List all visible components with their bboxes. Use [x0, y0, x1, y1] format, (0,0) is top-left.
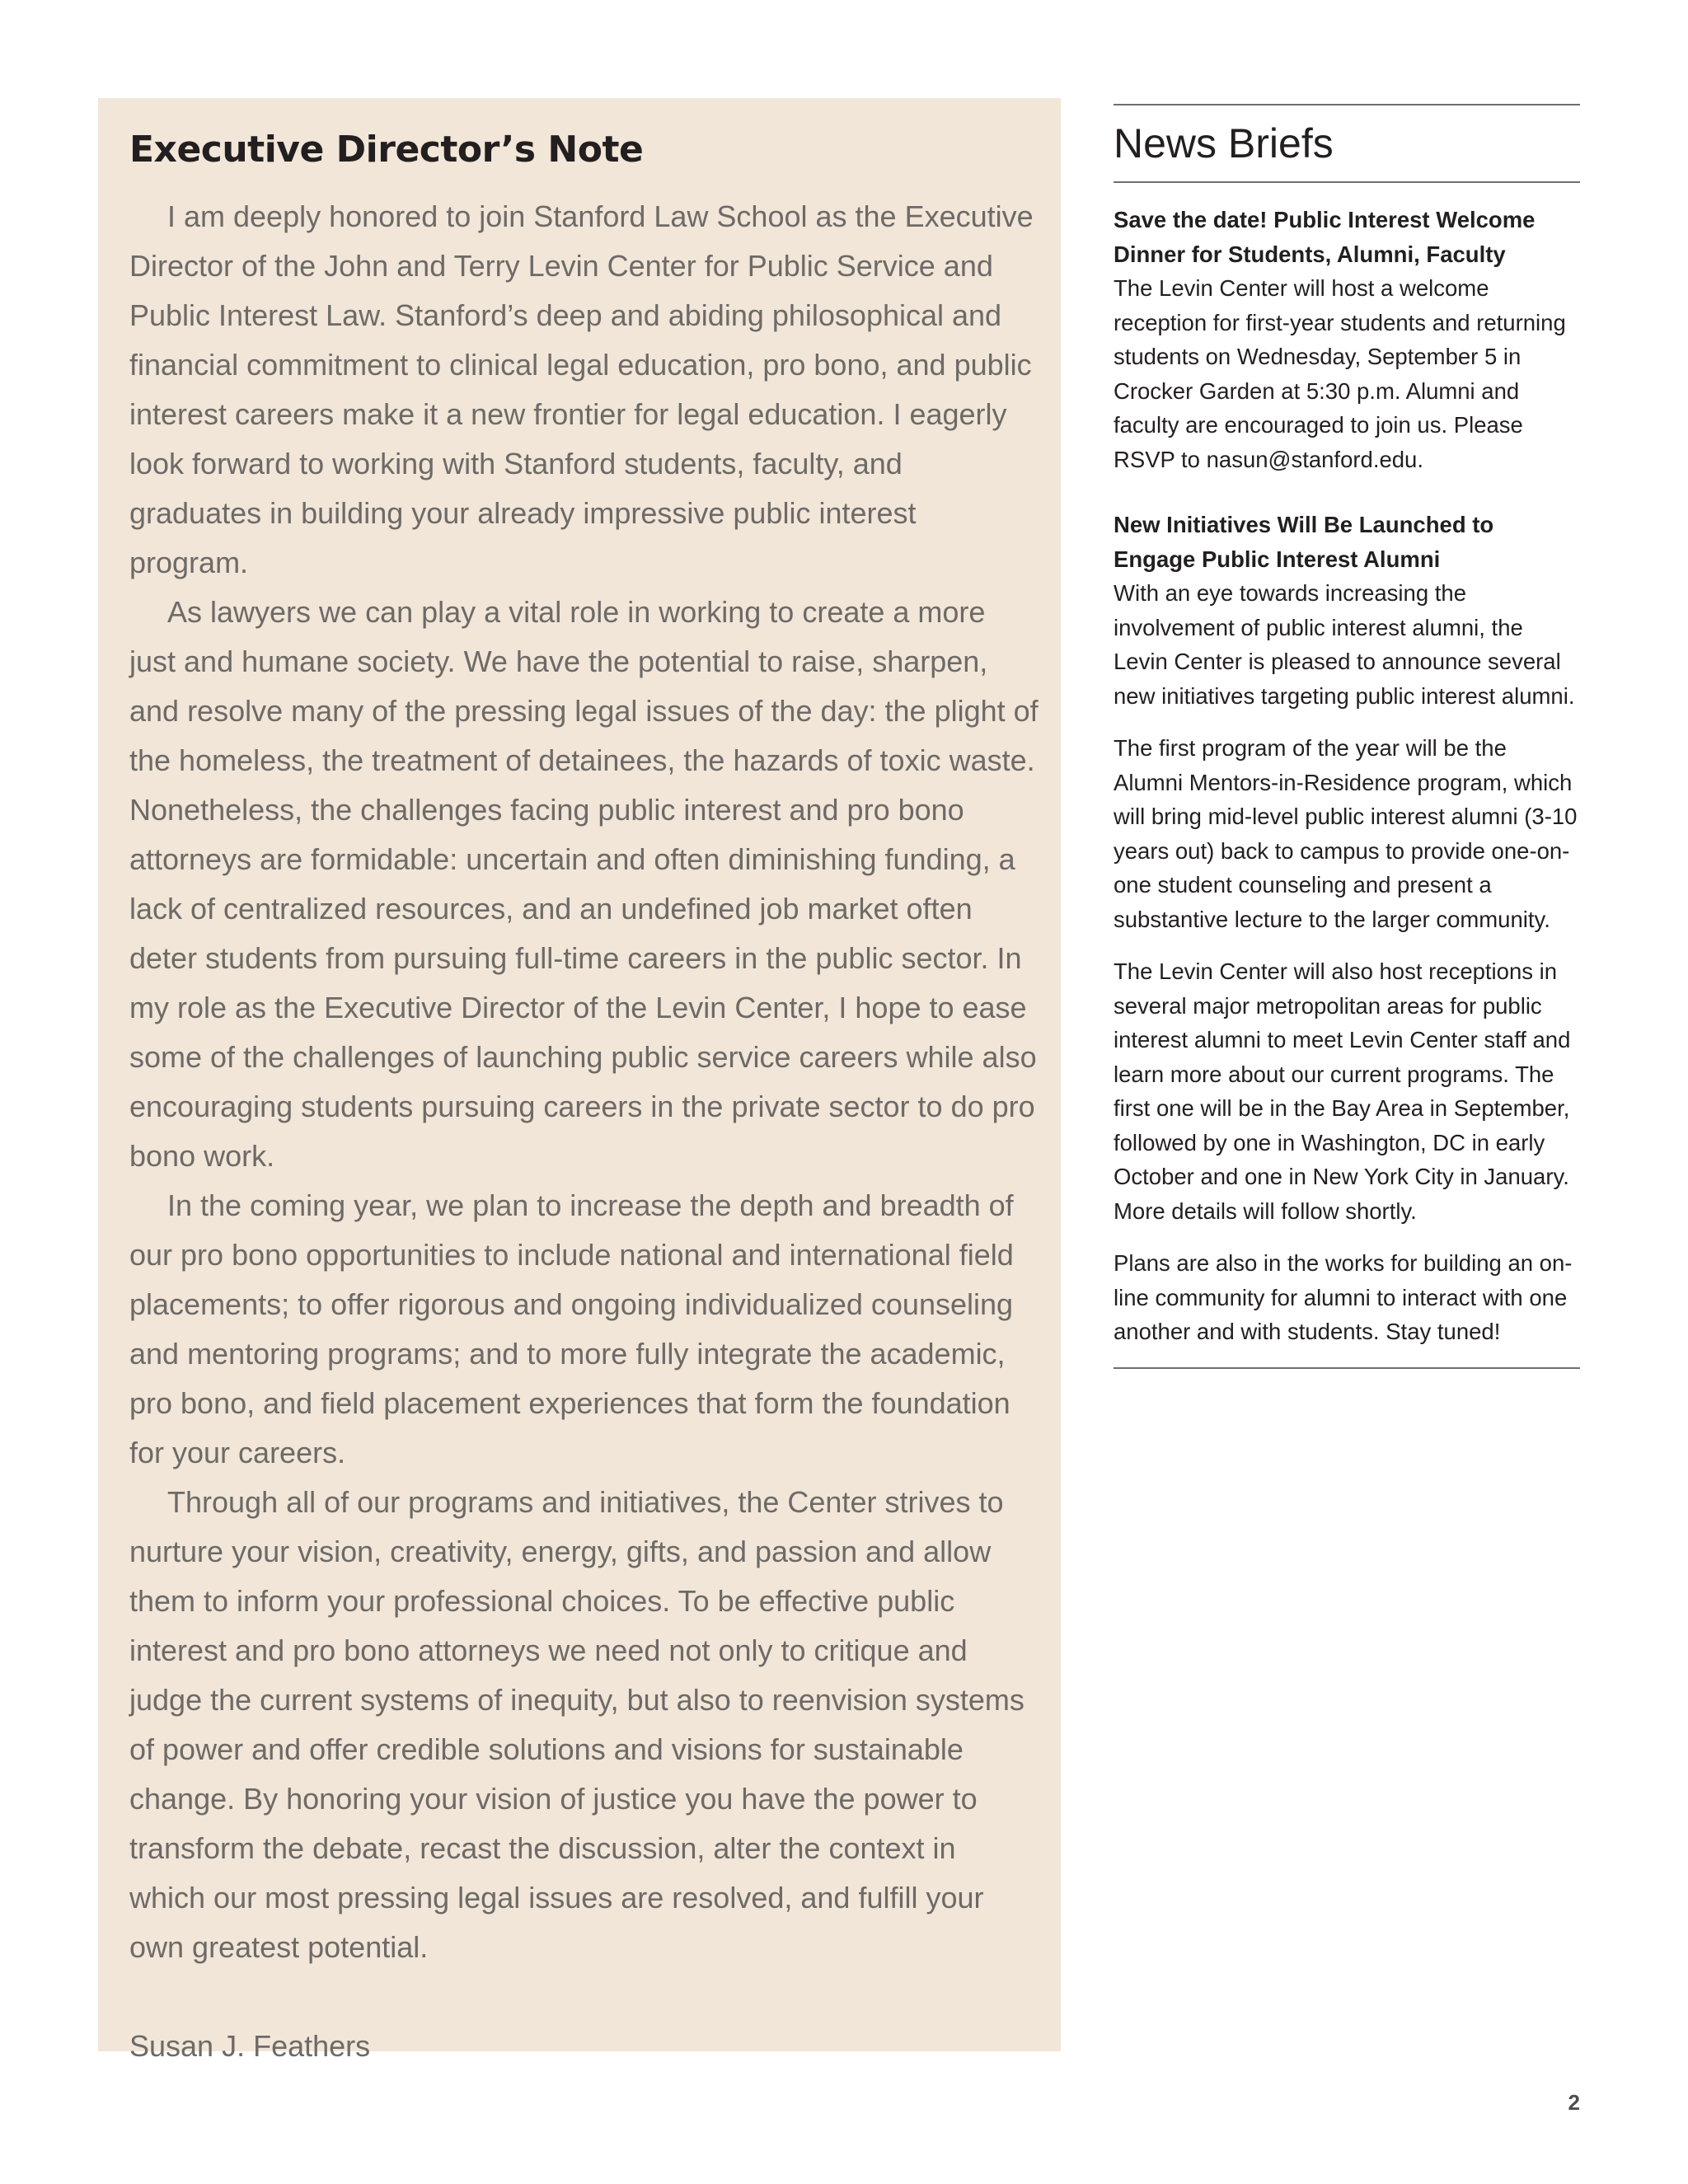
signature: Susan J. Feathers — [129, 2029, 371, 2063]
brief-paragraph: Plans are also in the works for building an on-line community for alumni to interact with one another and with students. Stay tuned! — [1114, 1250, 1573, 1344]
page-number: 2 — [1568, 2090, 1580, 2115]
note-body — [129, 192, 1039, 1972]
news-brief — [1114, 203, 1580, 476]
note-paragraph: As lawyers we can play a vital role in working to create a more just and humane society. We have the potential to raise, sharpen, and resolve many of the pressing legal issues of the day: the plight of the homeless, the treatment of detainees, the hazards of toxic waste. Nonetheless, the challenges facing public interest and pro bono attorneys are formidable: uncertain and often diminishing funding, a lack of centralized resources, and an undefined job market often deter students from pursuing full-time careers in the public sector. In my role as the Executive Director of the Levin Center, I hope to ease some of the challenges of launching public service careers while also encouraging students pursuing careers in the private sector to do pro bono work. — [129, 595, 1039, 1173]
note-title: Executive Director’s Note — [129, 129, 644, 171]
note-paragraph: In the coming year, we plan to increase the depth and breadth of our pro bono opportunities to include national and international field placements; to offer rigorous and ongoing individualized counseling and mentoring programs; and to more fully integrate the academic, pro bono, and field placement experiences that form the foundation for your careers. — [129, 1188, 1014, 1469]
note-paragraph: I am deeply honored to join Stanford Law School as the Executive Director of the John and Terry Levin Center for Public Service and Public Interest Law. Stanford’s deep and abiding philosophical and financial commitment to clinical legal education, pro bono, and public interest careers make it a new frontier for legal education. I eagerly look forward to working with Stanford students, faculty, and graduates in building your already impressive public interest program. — [129, 199, 1034, 579]
executive-directors-note — [98, 98, 1061, 2063]
brief-paragraph: With an eye towards increasing the involvement of public interest alumni, the Levin Center is pleased to announce several new initiatives targeting public interest alumni. — [1114, 580, 1575, 709]
brief-paragraph: The Levin Center will host a welcome reception for first-year students and returning students on Wednesday, September 5 in Crocker Garden at 5:30 p.m. Alumni and faculty are encouraged to join us. Please RSVP to nasun@stanford.edu. — [1114, 275, 1566, 472]
brief-title: Save the date! Public Interest Welcome Dinner for Students, Alumni, Faculty — [1114, 207, 1536, 267]
note-paragraph: Through all of our programs and initiatives, the Center strives to nurture your vision, creativity, energy, gifts, and passion and allow them to inform your professional choices. To be effective public interest and pro bono attorneys we need not only to critique and judge the current systems of inequity, but also to reenvision systems of power and offer credible solutions and visions for sustainable change. By honoring your vision of justice you have the power to transform the debate, recast the discussion, alter the context in which our most pressing legal issues are resolved, and fulfill your own greatest potential. — [129, 1485, 1025, 1964]
brief-paragraph: The Levin Center will also host receptions in several major metropolitan areas for public interest alumni to meet Levin Center staff and learn more about our current programs. The first one will be in the Bay Area in September, followed by one in Washington, DC in early October and one in New York City in January. More details will follow shortly. — [1114, 958, 1571, 1224]
news-brief — [1114, 508, 1580, 1349]
news-briefs — [1114, 104, 1580, 1369]
brief-title: New Initiatives Will Be Launched to Engage Public Interest Alumni — [1114, 512, 1494, 572]
news-items — [1114, 183, 1580, 1349]
bottom-rule — [1114, 1367, 1580, 1369]
brief-paragraph: The first program of the year will be the Alumni Mentors-in-Residence program, which will bring mid-level public interest alumni (3-10 years out) back to campus to provide one-on-one student counseling and present a substantive lecture to the larger community. — [1114, 735, 1578, 932]
news-briefs-title: News Briefs — [1114, 120, 1334, 166]
